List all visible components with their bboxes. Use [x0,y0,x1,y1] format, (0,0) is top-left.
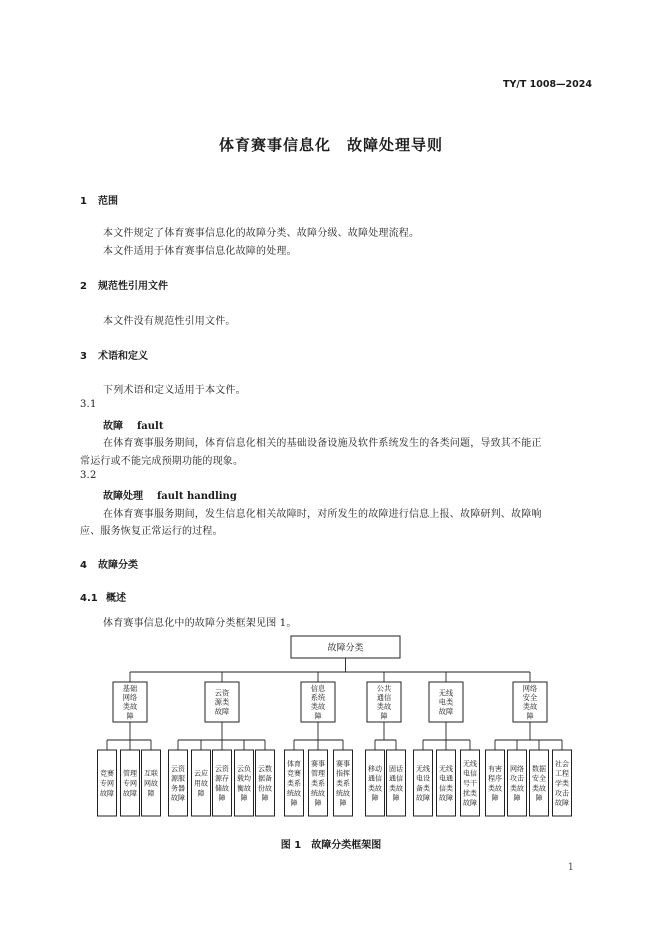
category-node-label-line: 安全 [522,692,538,702]
leaf-node-box [437,750,456,816]
leaf-node-label-line: 类故 [488,784,502,793]
category-node-label-line: 网络 [522,683,538,693]
leaf-node-label-line: 安全 [532,774,546,783]
root-node-label: 故障分类 [327,643,364,654]
leaf-node-label-line: 无线 [439,764,453,773]
leaf-node-box [486,750,505,816]
leaf-node-label-line: 网故 [144,779,158,788]
section-title: 术语和定义 [98,351,148,362]
category-node-label-line: 类故 [376,702,392,712]
term-definition: 应、服务恢复正常运行的过程。 [80,526,223,537]
leaf-node-label-line: 电通 [439,774,453,783]
category-node-label-line: 障 [314,711,322,721]
section-title: 规范性引用文件 [98,281,168,292]
leaf-node-label-line: 用故 [194,779,208,788]
section-title: 故障分类 [98,560,138,571]
leaf-node-label-line: 号干 [463,779,477,788]
leaf-node-label-line: 攻击 [510,774,524,783]
category-node-label-line: 故障 [214,706,230,716]
paragraph: 本文件规定了体育赛事信息化的故障分类、故障分级、故障处理流程。 [103,228,420,239]
section-number: 3 [80,351,87,362]
leaf-node-label-line: 务器 [171,784,185,793]
leaf-node-label-line: 故障 [555,799,569,808]
leaf-node-label-line: 工程 [555,769,569,778]
leaf-node-label-line: 备类 [416,784,430,793]
leaf-node-label-line: 有害 [488,764,502,773]
leaf-node-label-line: 无线 [416,764,430,773]
leaf-node-label-line: 专网 [100,779,114,788]
leaf-node-label-line: 故障 [123,789,137,798]
paragraph: 本文件适用于体育赛事信息化故障的处理。 [103,246,297,257]
leaf-node-label-line: 障 [290,799,298,808]
leaf-node-label-line: 管理 [123,769,137,778]
leaf-node-box [387,750,406,816]
leaf-node-label-line: 类故 [532,784,546,793]
section-number: 2 [80,281,87,292]
leaf-node-label-line: 障 [147,789,155,798]
leaf-node-label-line: 统故 [336,789,350,798]
leaf-node-label-line: 故障 [100,789,114,798]
term-definition: 常运行或不能完成预期功能的现象。 [80,456,244,467]
leaf-node-box [530,750,549,816]
leaf-node-label-line: 云应 [194,769,208,778]
leaf-node-label-line: 据备 [258,774,272,783]
leaf-node-label-line: 竞赛 [287,769,301,778]
category-node-label-line: 类故 [522,702,538,712]
leaf-node-label-line: 扰类 [463,789,477,798]
leaf-node-label-line: 障 [371,794,379,803]
leaf-node-box [508,750,527,816]
leaf-node-label-line: 类故 [368,784,382,793]
category-node-label-line: 电类 [438,697,454,707]
leaf-node-label-line: 故障 [439,794,453,803]
term-definition: 在体育赛事服务期间，发生信息化相关故障时，对所发生的故障进行信息上报、故障研判、故障响 [103,509,542,520]
category-node-label-line: 障 [526,711,534,721]
leaf-node-label-line: 障 [491,794,499,803]
category-node-label-line: 类故 [310,702,326,712]
leaf-node-label-line: 学类 [555,779,569,788]
leaf-node-label-line: 类系 [336,779,350,788]
leaf-node-label-line: 类故 [389,784,403,793]
category-node-label-line: 公共 [376,683,392,693]
leaf-node-label-line: 障 [535,794,543,803]
leaf-node-label-line: 份故 [258,784,272,793]
leaf-node-box [235,750,254,816]
leaf-node-label-line: 社会 [555,759,569,768]
document-title: 体育赛事信息化 故障处理导则 [218,136,443,154]
category-node-label-line: 网络 [122,692,138,702]
page-number: 1 [567,862,574,873]
leaf-node-label-line: 故障 [416,794,430,803]
leaf-node-label-line: 赛事 [336,759,350,768]
leaf-node-label-line: 体育 [287,759,301,768]
leaf-node-label-line: 类系 [311,779,325,788]
leaf-node-label-line: 源存 [215,774,229,783]
leaf-node-label-line: 程序 [488,774,502,783]
paragraph: 下列术语和定义适用于本文件。 [103,385,246,396]
leaf-node-label-line: 赛事 [311,759,325,768]
leaf-node-label-line: 统故 [311,789,325,798]
leaf-node-label-line: 衡故 [237,784,251,793]
term-zh: 故障 [103,421,123,432]
leaf-node-label-line: 障 [392,794,400,803]
leaf-node-label-line: 障 [314,799,322,808]
leaf-node-label-line: 统故 [287,789,301,798]
leaf-node-label-line: 源服 [171,774,185,783]
term-definition: 在体育赛事服务期间，体育信息化相关的基础设备设施及软件系统发生的各类问题，导致其不能正 [103,438,542,449]
leaf-node-box [169,750,188,816]
leaf-node-label-line: 云资 [171,764,185,773]
leaf-node-label-line: 类故 [510,784,524,793]
leaf-node-label-line: 互联 [144,769,158,778]
leaf-node-label-line: 电设 [416,774,430,783]
paragraph: 体育赛事信息化中的故障分类框架见图 1。 [103,618,297,629]
section-number: 4.1 [80,593,98,604]
standard-number: TY/T 1008—2024 [503,79,592,90]
leaf-node-label-line: 信类 [439,784,453,793]
term-number: 3.1 [80,399,97,410]
section-title: 概述 [106,593,126,604]
leaf-node-label-line: 故障 [463,799,477,808]
category-node-label-line: 障 [380,711,388,721]
category-node-label-line: 源类 [214,697,230,707]
leaf-node-label-line: 障 [339,799,347,808]
leaf-node-label-line: 无线 [463,759,477,768]
section-title: 范围 [98,196,118,207]
leaf-node-label-line: 专网 [123,779,137,788]
category-node-label-line: 信息 [310,683,326,693]
leaf-node-label-line: 故障 [171,794,185,803]
leaf-node-label-line: 储故 [215,784,229,793]
figure-caption [0,836,662,851]
leaf-node-label-line: 管理 [311,769,325,778]
leaf-node-label-line: 载均 [237,774,251,783]
caption-text: 故障分类框架图 [311,840,382,851]
leaf-node-label-line: 类系 [287,779,301,788]
leaf-node-box [366,750,385,816]
term-en: fault [137,421,164,432]
section-number: 1 [80,196,87,207]
category-node-label-line: 类故 [122,702,138,712]
leaf-node-label-line: 移动 [368,764,382,773]
leaf-node-label-line: 障 [197,789,205,798]
term-zh: 故障处理 [103,491,143,502]
category-node-label-line: 系统 [310,692,326,702]
leaf-node-label-line: 通信 [389,774,403,783]
paragraph: 本文件没有规范性引用文件。 [103,316,236,327]
leaf-node-label-line: 障 [218,794,226,803]
leaf-node-box [256,750,275,816]
leaf-node-label-line: 数据 [532,764,546,773]
category-node-label-line: 故障 [438,706,454,716]
caption-number: 图 1 [280,840,302,851]
leaf-node-label-line: 云数 [258,764,272,773]
leaf-node-label-line: 云资 [215,764,229,773]
leaf-node-label-line: 攻击 [555,789,569,798]
leaf-node-label-line: 网络 [510,764,524,773]
leaf-node-label-line: 通信 [368,774,382,783]
leaf-node-label-line: 电信 [463,769,477,778]
leaf-node-label-line: 竞赛 [100,769,114,778]
category-node-label-line: 无线 [438,688,454,698]
term-en: fault handling [157,491,237,502]
leaf-node-label-line: 固话 [389,764,403,773]
section-number: 4 [80,560,87,571]
leaf-node-label-line: 障 [261,794,269,803]
leaf-node-label-line: 云负 [237,764,251,773]
leaf-node-label-line: 障 [513,794,521,803]
category-node-label-line: 通信 [376,692,392,702]
category-node-label-line: 障 [126,711,134,721]
leaf-node-label-line: 指挥 [336,769,350,778]
leaf-node-label-line: 障 [240,794,248,803]
category-node-label-line: 云资 [214,688,230,698]
term-number: 3.2 [80,470,97,481]
leaf-node-box [213,750,232,816]
category-node-label-line: 基础 [122,683,138,693]
leaf-node-box [414,750,433,816]
